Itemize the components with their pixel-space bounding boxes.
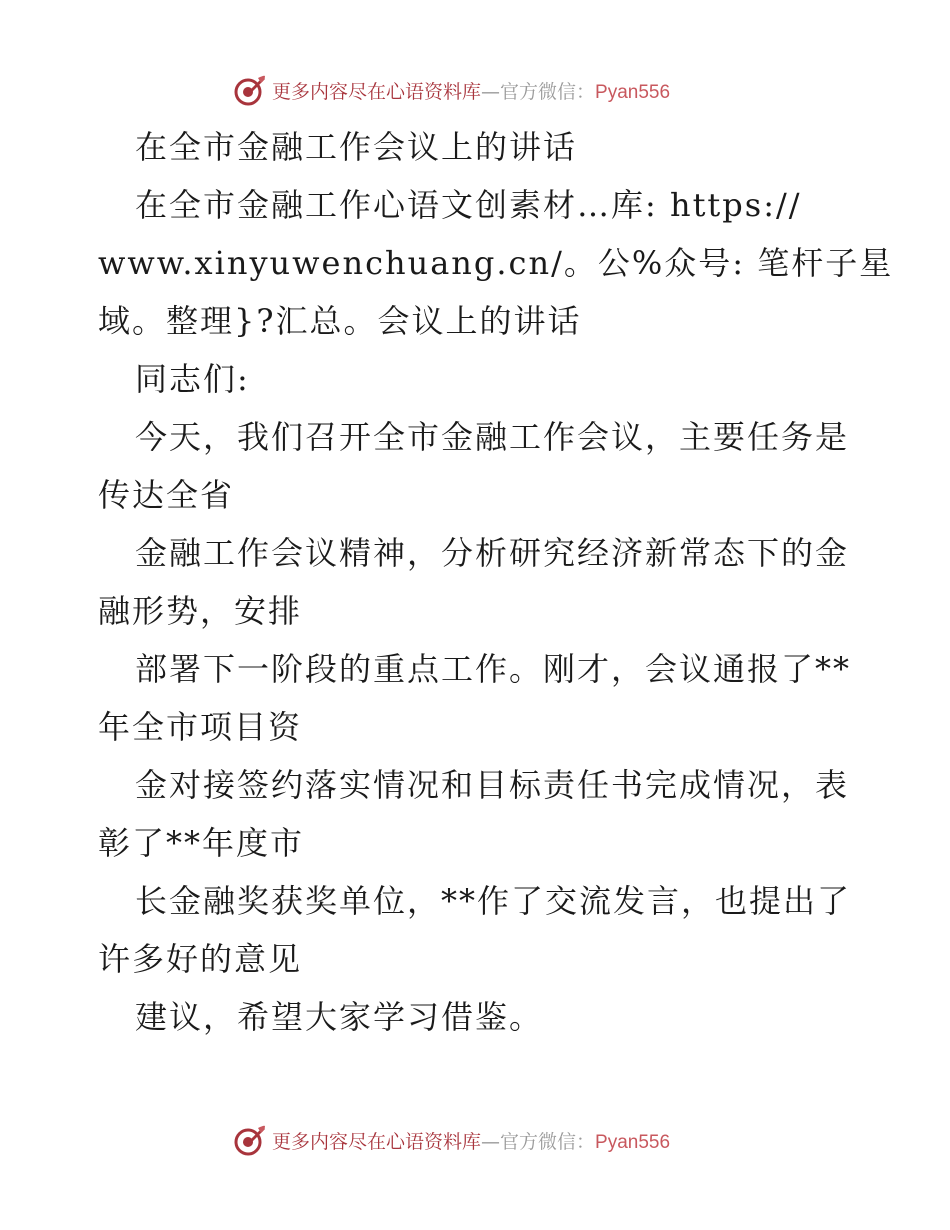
paragraph-line: 许多好的意见 (98, 940, 303, 978)
paragraph-line: 长金融奖获奖单位，**作了交流发言，也提出了 (135, 882, 852, 920)
quill-pen-logo-icon (234, 1124, 266, 1156)
paragraph-line: 金融工作会议精神，分析研究经济新常态下的金 (135, 534, 850, 572)
watermark-brand-text: 更多内容尽在心语资料库 (272, 80, 482, 103)
paragraph-line: 金对接签约落实情况和目标责任书完成情况，表 (135, 766, 850, 804)
salutation-line: 同志们: (135, 360, 250, 398)
watermark-wechat-label: 官方微信： (500, 80, 596, 103)
watermark-brand-text: 更多内容尽在心语资料库 (272, 1130, 482, 1153)
quill-pen-logo-icon (234, 74, 266, 106)
paragraph-line: 年全市项目资 (98, 708, 303, 746)
watermark-dash: — (481, 80, 501, 103)
document-title: 在全市金融工作会议上的讲话 (135, 128, 578, 166)
watermark-text (272, 1127, 670, 1154)
paragraph-line: 传达全省 (98, 476, 235, 514)
header-watermark-banner (234, 72, 754, 108)
paragraph-line: 域。整理}?汇总。会议上的讲话 (98, 302, 582, 340)
paragraph-line: 部署下一阶段的重点工作。刚才，会议通报了** (135, 650, 852, 688)
paragraph-line: 在全市金融工作心语文创素材…库: https:// (135, 186, 802, 224)
paragraph-line: 彰了**年度市 (98, 824, 305, 862)
document-body (98, 118, 894, 1046)
footer-watermark-banner (234, 1122, 754, 1158)
watermark-wechat-label: 官方微信： (500, 1130, 596, 1153)
paragraph-line: www.xinyuwenchuang.cn/。公%众号: 笔杆子星 (98, 244, 894, 282)
paragraph-line: 融形势，安排 (98, 592, 303, 630)
watermark-dash: — (481, 1130, 501, 1153)
watermark-wechat-id: Pyan556 (595, 81, 671, 103)
paragraph-line: 建议，希望大家学习借鉴。 (135, 998, 544, 1036)
paragraph-line: 今天，我们召开全市金融工作会议，主要任务是 (135, 418, 850, 456)
watermark-wechat-id: Pyan556 (595, 1131, 671, 1153)
watermark-text (272, 77, 670, 104)
